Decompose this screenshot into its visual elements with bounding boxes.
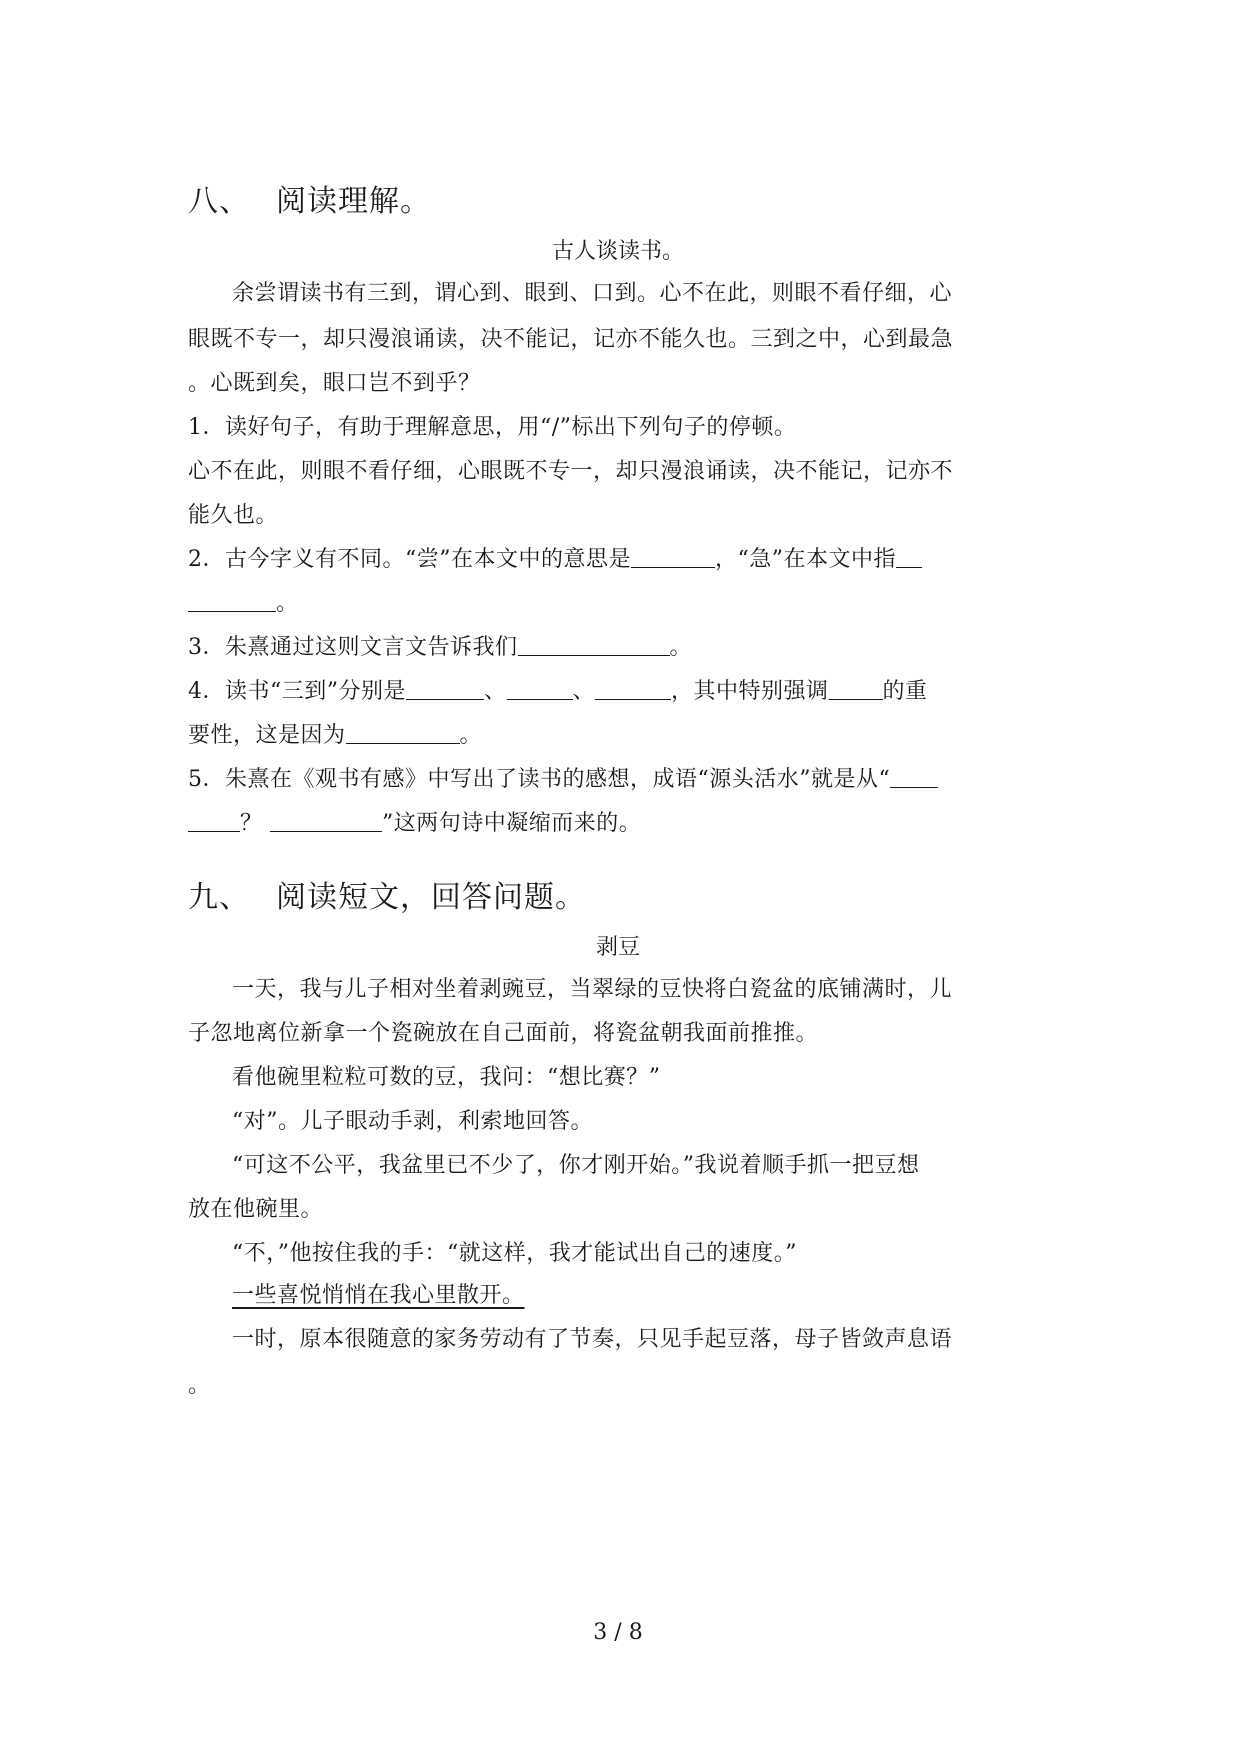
passage-1-title: 古人谈读书。 (551, 239, 684, 264)
underlined-sentence: 一些喜悦悄悄在我心里散开。 (232, 1283, 525, 1308)
passage-1-line: 余尝谓读书有三到，谓心到、眼到、口到。心不在此，则眼不看仔细，心 (232, 281, 953, 306)
answer-blank[interactable] (896, 547, 922, 568)
section-8-title: 阅读理解。 (276, 184, 431, 219)
passage-2-title: 剥豆 (595, 935, 640, 960)
question-2-continued (188, 586, 299, 617)
question-4-continued (188, 718, 482, 749)
question-4-text: 的重 (882, 679, 928, 704)
answer-blank[interactable] (631, 547, 715, 568)
answer-blank[interactable] (829, 679, 883, 700)
section-8-number: 八、 (188, 184, 250, 219)
question-4-end: 。 (459, 723, 483, 748)
question-4-text: ，其中特别强调 (671, 679, 829, 704)
question-5-continued (188, 806, 641, 837)
question-5-mid: ？ (240, 811, 263, 836)
section-9-title: 阅读短文，回答问题。 (276, 880, 586, 915)
passage-2-line: 。 (188, 1373, 211, 1398)
passage-2-line: “不，”他按住我的手：“就这样，我才能试出自己的速度。” (232, 1241, 797, 1266)
answer-blank[interactable] (188, 591, 276, 612)
question-1: 1．读好句子，有助于理解意思，用“/”标出下列句子的停顿。 (188, 415, 797, 440)
section-9-number: 九、 (188, 880, 250, 915)
answer-blank[interactable] (188, 811, 240, 832)
passage-1-line: 。心既到矣，眼口岂不到乎？ (188, 371, 481, 396)
answer-blank[interactable] (270, 811, 382, 832)
document-page (188, 0, 1048, 1754)
question-4-text: 要性，这是因为 (188, 723, 346, 748)
separator: 、 (484, 679, 507, 704)
passage-2-line: 放在他碗里。 (188, 1197, 324, 1222)
question-4 (188, 674, 928, 705)
question-2-text: ，“急”在本文中指 (715, 547, 896, 572)
section-8-heading (188, 176, 431, 220)
answer-blank[interactable] (890, 767, 938, 788)
page-number: 3 / 8 (593, 1620, 643, 1645)
question-2-end: 。 (276, 591, 299, 616)
question-5 (188, 762, 938, 793)
answer-blank[interactable] (346, 723, 460, 744)
section-9-heading (188, 872, 586, 916)
question-3-text: 3．朱熹通过这则文言文告诉我们 (188, 635, 518, 660)
separator: 、 (572, 679, 596, 704)
question-3-end: 。 (669, 635, 693, 660)
question-2-text: 2．古今字义有不同。“尝”在本文中的意思是 (188, 547, 631, 572)
question-5-text: 5．朱熹在《观书有感》中写出了读书的感想，成语“源头活水”就是从“ (188, 767, 891, 792)
passage-2-line: 看他碗里粒粒可数的豆，我问：“想比赛？” (232, 1065, 661, 1090)
passage-1-line: 眼既不专一，却只漫浪诵读，决不能记，记亦不能久也。三到之中，心到最急 (188, 327, 954, 352)
question-1-sentence: 心不在此，则眼不看仔细，心眼既不专一，却只漫浪诵读，决不能记，记亦不 (188, 459, 954, 484)
question-3 (188, 630, 692, 661)
answer-blank[interactable] (595, 679, 671, 700)
passage-2-line: 一时，原本很随意的家务劳动有了节奏，只见手起豆落，母子皆敛声息语 (232, 1327, 953, 1352)
question-1-sentence: 能久也。 (188, 503, 279, 528)
passage-2-line: 子忽地离位新拿一个瓷碗放在自己面前，将瓷盆朝我面前推推。 (188, 1021, 819, 1046)
passage-2-line: “可这不公平，我盆里已不少了，你才刚开始。”我说着顺手抓一把豆想 (232, 1153, 920, 1178)
question-4-text: 4．读书“三到”分别是 (188, 679, 406, 704)
passage-2-line: 一天，我与儿子相对坐着剥豌豆，当翠绿的豆快将白瓷盆的底铺满时，儿 (232, 977, 953, 1002)
question-2 (188, 542, 922, 573)
answer-blank[interactable] (507, 679, 573, 700)
answer-blank[interactable] (518, 635, 670, 656)
answer-blank[interactable] (406, 679, 484, 700)
question-5-end: ”这两句诗中凝缩而来的。 (382, 811, 642, 836)
passage-2-line: “对”。儿子眼动手剥，利索地回答。 (232, 1109, 593, 1134)
